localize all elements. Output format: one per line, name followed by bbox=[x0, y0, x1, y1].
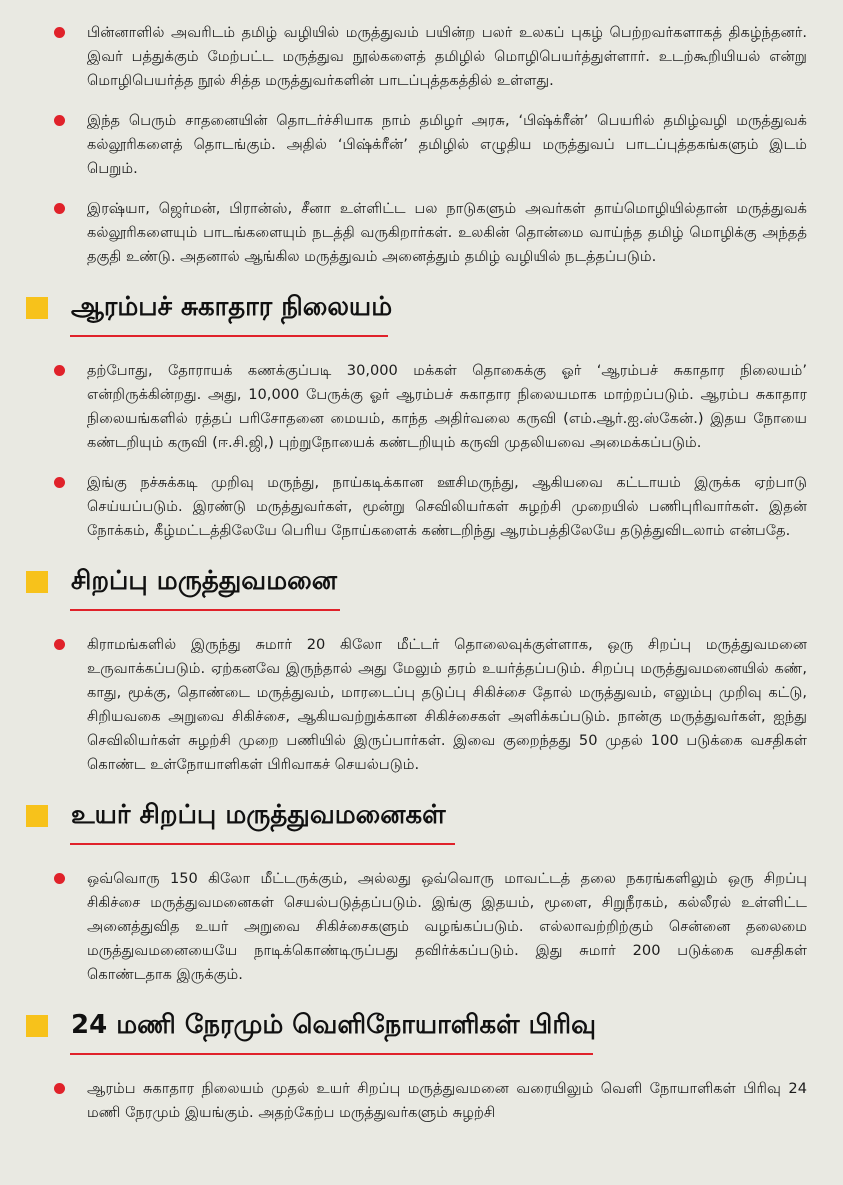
bullet-text: ஒவ்வொரு 150 கிலோ மீட்டருக்கும், அல்லது ஒவ்வொரு மாவட்டத் தலை நகரங்களிலும் ஒரு சிறப்பு சிகிச்சை மருத்துவமனைகள் செயல்படுத்தப்படும். இங்கு இதயம், மூளை, சிறுநீரகம், கல்லீரல் உள்ளிட்ட அனைத்துவித உயர் அறுவை சிகிச்சைகளும் வழங்கப்படும். எல்லாவற்றிற்கும் சென்னை தலைமை மருத்துவமனையையே நாடிக்கொண்டிருப்பது தவிர்க்கப்படும். இது சுமார் 200 படுக்கை வசதிகள் கொண்டதாக இருக்கும். bbox=[87, 870, 807, 983]
red-bullet-icon bbox=[54, 477, 65, 488]
bullet-text: இரஷ்யா, ஜெர்மன், பிரான்ஸ், சீனா உள்ளிட்ட பல நாடுகளும் அவர்கள் தாய்மொழியில்தான் மருத்துவக் கல்லூரிகளையும் பாடங்களையும் நடத்தி வருகிறார்கள். உலகின் தொன்மை வாய்ந்த தமிழ் மொழிக்கு அந்தத் தகுதி உண்டு. அதனால் ஆங்கில மருத்துவம் அனைத்தும் தமிழ் வழியில் நடத்தப்படும். bbox=[87, 200, 807, 265]
bullet-item bbox=[0, 359, 843, 455]
bullet-item bbox=[0, 197, 843, 269]
yellow-square-icon bbox=[26, 297, 48, 319]
bullet-text: தற்போது, தோராயக் கணக்குப்படி 30,000 மக்கள் தொகைக்கு ஓர் ‘ஆரம்பச் சுகாதார நிலையம்’ என்றிருக்கின்றது. அது, 10,000 பேருக்கு ஓர் ஆரம்பச் சுகாதார நிலையமாக மாற்றப்படும். ஆரம்ப சுகாதார நிலையங்களில் ரத்தப் பரிசோதனை மையம், காந்த அதிர்வலை கருவி (எம்.ஆர்.ஐ.ஸ்கேன்.) இதய நோயை கண்டறியும் கருவி (ஈ.சி.ஜி,) புற்றுநோயைக் கண்டறியும் கருவி முதலியவை அமைக்கப்படும். bbox=[87, 362, 807, 451]
heading-underline bbox=[70, 609, 340, 611]
bullet-item bbox=[0, 1077, 843, 1125]
bullet-text: ஆரம்ப சுகாதார நிலையம் முதல் உயர் சிறப்பு மருத்துவமனை வரையிலும் வெளி நோயாளிகள் பிரிவு 24 மணி நேரமும் இயங்கும். அதற்கேற்ப மருத்துவர்களும் சுழற்சி bbox=[87, 1080, 807, 1121]
bullet-item bbox=[0, 109, 843, 181]
bullet-item bbox=[0, 471, 843, 543]
section-heading bbox=[0, 559, 843, 619]
bullet-text: பின்னாளில் அவரிடம் தமிழ் வழியில் மருத்துவம் பயின்ற பலர் உலகப் புகழ் பெற்றவர்களாகத் திகழ்ந்தனர். இவர் பத்துக்கும் மேற்பட்ட மருத்துவ நூல்களைத் தமிழில் மொழிபெயர்த்துள்ளார். உடற்கூறியியல் என்று மொழிபெயர்த்த நூல் சித்த மருத்துவர்களின் பாடப்புத்தகத்தில் உள்ளது. bbox=[87, 24, 807, 89]
yellow-square-icon bbox=[26, 571, 48, 593]
red-bullet-icon bbox=[54, 115, 65, 126]
bullet-text: கிராமங்களில் இருந்து சுமார் 20 கிலோ மீட்டர் தொலைவுக்குள்ளாக, ஒரு சிறப்பு மருத்துவமனை உருவாக்கப்படும். ஏற்கனவே இருந்தால் அது மேலும் தரம் உயர்த்தப்படும். சிறப்பு மருத்துவமனையில் கண், காது, மூக்கு, தொண்டை மருத்துவம், மாரடைப்பு தடுப்பு சிகிச்சை தோல் மருத்துவம், எலும்பு முறிவு கட்டு, சிறியவகை அறுவை சிகிச்சை, ஆகியவற்றுக்கான சிகிச்சைகள் அளிக்கப்படும். நான்கு மருத்துவர்கள், ஐந்து செவிலியர்கள் சுழற்சி முறை பணியில் இருப்பார்கள். இவை குறைந்தது 50 முதல் 100 படுக்கை வசதிகள் கொண்ட உள்நோயாளிகள் பிரிவாகச் செயல்படும். bbox=[87, 636, 807, 773]
section-title: சிறப்பு மருத்துவமனை bbox=[71, 566, 337, 596]
section-heading bbox=[0, 285, 843, 345]
red-bullet-icon bbox=[54, 873, 65, 884]
red-bullet-icon bbox=[54, 203, 65, 214]
section-heading bbox=[0, 1003, 843, 1063]
bullet-text: இந்த பெரும் சாதனையின் தொடர்ச்சியாக நாம் தமிழர் அரசு, ‘பிஷ்க்ரீன்’ பெயரில் தமிழ்வழி மருத்துவக் கல்லூரிகளைத் தொடங்கும். அதில் ‘பிஷ்க்ரீன்’ தமிழில் எழுதிய மருத்துவப் பாடப்புத்தகங்களும் இடம் பெறும். bbox=[87, 112, 807, 177]
red-bullet-icon bbox=[54, 365, 65, 376]
heading-underline bbox=[70, 843, 455, 845]
heading-underline bbox=[70, 1053, 593, 1055]
bullet-item bbox=[0, 867, 843, 987]
section-title: 24 மணி நேரமும் வெளிநோயாளிகள் பிரிவு bbox=[71, 1010, 596, 1040]
yellow-square-icon bbox=[26, 805, 48, 827]
red-bullet-icon bbox=[54, 639, 65, 650]
section-heading bbox=[0, 793, 843, 853]
red-bullet-icon bbox=[54, 1083, 65, 1094]
heading-underline bbox=[70, 335, 388, 337]
bullet-item bbox=[0, 633, 843, 777]
red-bullet-icon bbox=[54, 27, 65, 38]
yellow-square-icon bbox=[26, 1015, 48, 1037]
section-title: உயர் சிறப்பு மருத்துவமனைகள் bbox=[71, 800, 446, 830]
bullet-item bbox=[0, 0, 843, 93]
bullet-text: இங்கு நச்சுக்கடி முறிவு மருந்து, நாய்கடிக்கான ஊசிமருந்து, ஆகியவை கட்டாயம் இருக்க ஏற்பாடு செய்யப்படும். இரண்டு மருத்துவர்கள், மூன்று செவிலியர்கள் சுழற்சி முறையில் பணிபுரிவார்கள். இதன் நோக்கம், கீழ்மட்டத்திலேயே பெரிய நோய்களைக் கண்டறிந்து ஆரம்பத்திலேயே தடுத்துவிடலாம் என்பதே. bbox=[87, 474, 807, 539]
section-title: ஆரம்பச் சுகாதார நிலையம் bbox=[71, 292, 393, 322]
